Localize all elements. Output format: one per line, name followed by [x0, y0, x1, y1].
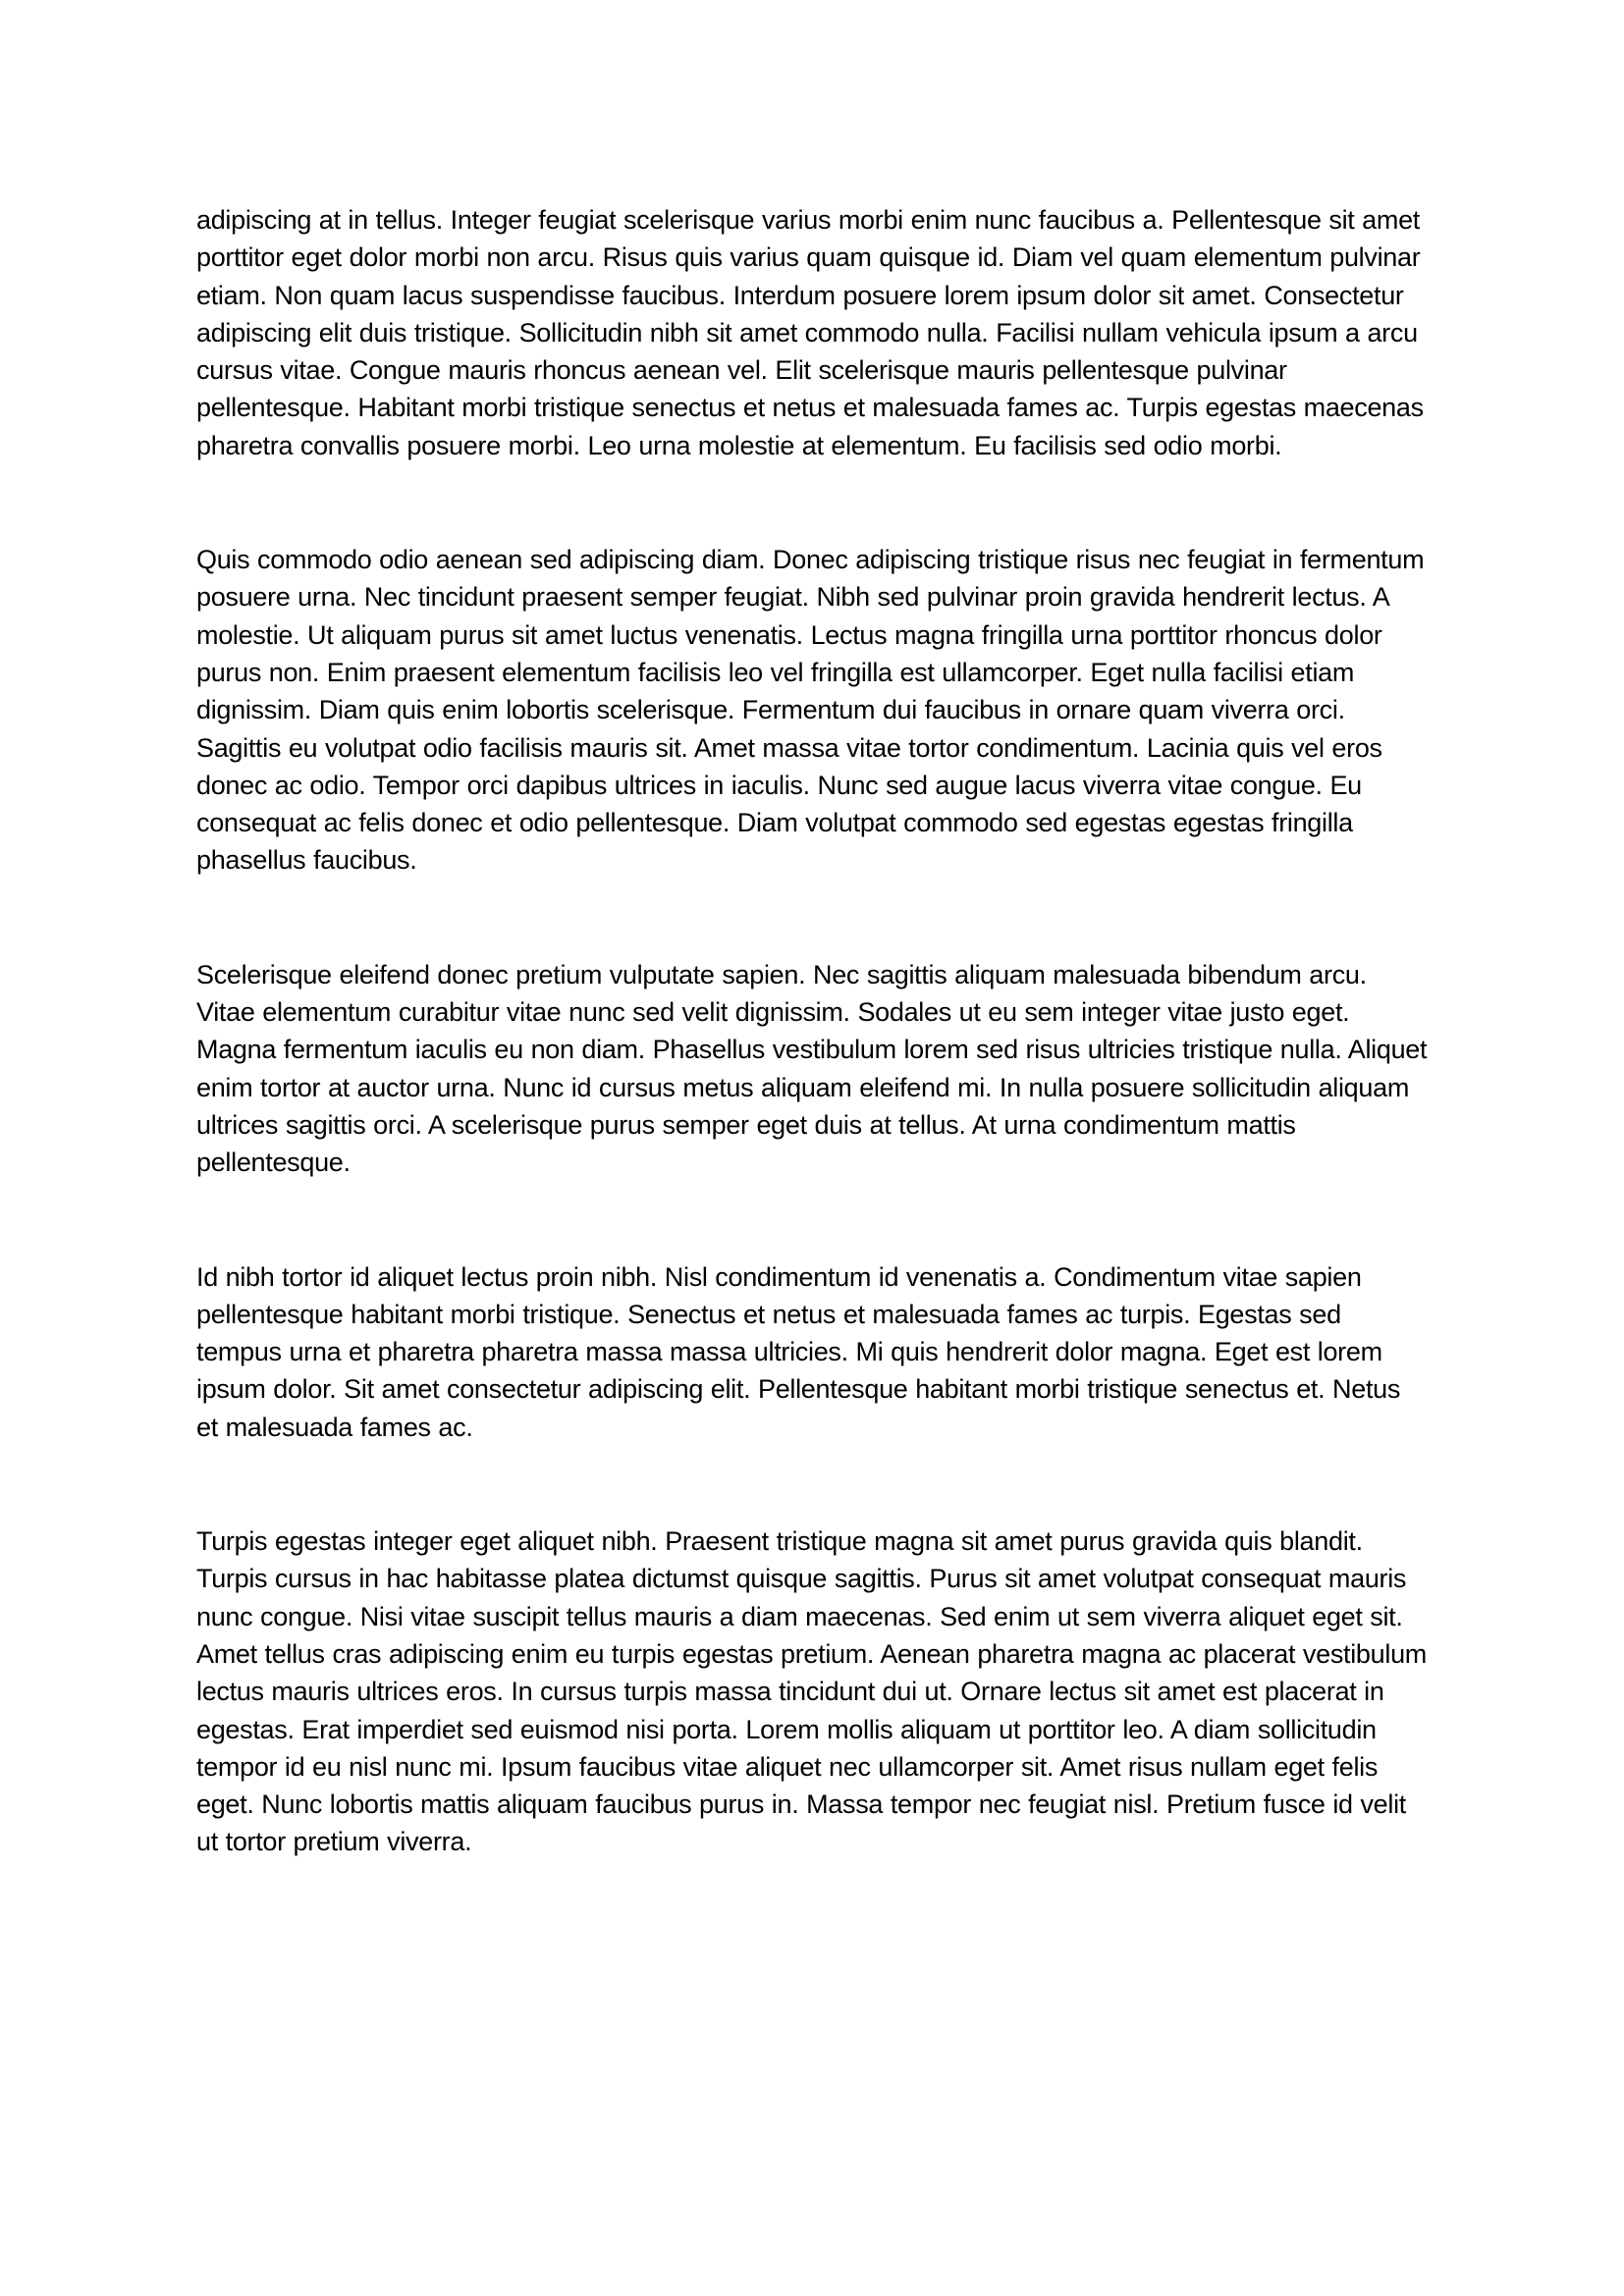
paragraph-2: Quis commodo odio aenean sed adipiscing diam. Donec adipiscing tristique risus nec feugiat in fermentum posuere urna. Nec tincidunt praesent semper feugiat. Nibh sed pulvinar proin gravida hendrerit lectus. A molestie. Ut aliquam purus sit amet luctus venenatis. Lectus magna fringilla urna porttitor rhoncus dolor purus non. Enim praesent elementum facilisis leo vel fringilla est ullamcorper. Eget nulla facilisi etiam dignissim. Diam quis enim lobortis scelerisque. Fermentum dui faucibus in ornare quam viverra orci. Sagittis eu volutpat odio facilisis mauris sit. Amet massa vitae tortor condimentum. Lacinia quis vel eros donec ac odio. Tempor orci dapibus ultrices in iaculis. Nunc sed augue lacus viverra vitae congue. Eu consequat ac felis donec et odio pellentesque. Diam volutpat commodo sed egestas egestas fringilla phasellus faucibus.: [196, 545, 1425, 876]
paragraph-3: Scelerisque eleifend donec pretium vulputate sapien. Nec sagittis aliquam malesuada bibendum arcu. Vitae elementum curabitur vitae nunc sed velit dignissim. Sodales ut eu sem integer vitae justo eget. Magna fermentum iaculis eu non diam. Phasellus vestibulum lorem sed risus ultricies tristique nulla. Aliquet enim tortor at auctor urna. Nunc id cursus metus aliquam eleifend mi. In nulla posuere sollicitudin aliquam ultrices sagittis orci. A scelerisque purus semper eget duis at tellus. At urna condimentum mattis pellentesque.: [196, 959, 1428, 1178]
paragraph-4: Id nibh tortor id aliquet lectus proin nibh. Nisl condimentum id venenatis a. Condimentum vitae sapien pellentesque habitant morbi tristique. Senectus et netus et malesuada fames ac turpis. Egestas sed tempus urna et pharetra pharetra massa massa ultricies. Mi quis hendrerit dolor magna. Eget est lorem ipsum dolor. Sit amet consectetur adipiscing elit. Pellentesque habitant morbi tristique senectus et. Netus et malesuada fames ac.: [196, 1261, 1401, 1442]
paragraph-5: Turpis egestas integer eget aliquet nibh. Praesent tristique magna sit amet purus gravida quis blandit. Turpis cursus in hac habitasse platea dictumst quisque sagittis. Purus sit amet volutpat consequat mauris nunc congue. Nisi vitae suscipit tellus mauris a diam maecenas. Sed enim ut sem viverra aliquet eget sit. Amet tellus cras adipiscing enim eu turpis egestas pretium. Aenean pharetra magna ac placerat vestibulum lectus mauris ultrices eros. In cursus turpis massa tincidunt dui ut. Ornare lectus sit amet est placerat in egestas. Erat imperdiet sed euismod nisi porta. Lorem mollis aliquam ut porttitor leo. A diam sollicitudin tempor id eu nisl nunc mi. Ipsum faucibus vitae aliquet nec ullamcorper sit. Amet risus nullam eget felis eget. Nunc lobortis mattis aliquam faucibus purus in. Massa tempor nec feugiat nisl. Pretium fusce id velit ut tortor pretium viverra.: [196, 1526, 1427, 1857]
paragraph-1: adipiscing at in tellus. Integer feugiat scelerisque varius morbi enim nunc faucibus a. Pellentesque sit amet porttitor eget dolor morbi non arcu. Risus quis varius quam quisque id. Diam vel quam elementum pulvinar etiam. Non quam lacus suspendisse faucibus. Interdum posuere lorem ipsum dolor sit amet. Consectetur adipiscing elit duis tristique. Sollicitudin nibh sit amet commodo nulla. Facilisi nullam vehicula ipsum a arcu cursus vitae. Congue mauris rhoncus aenean vel. Elit scelerisque mauris pellentesque pulvinar pellentesque. Habitant morbi tristique senectus et netus et malesuada fames ac. Turpis egestas maecenas pharetra convallis posuere morbi. Leo urna molestie at elementum. Eu facilisis sed odio morbi.: [196, 205, 1424, 460]
